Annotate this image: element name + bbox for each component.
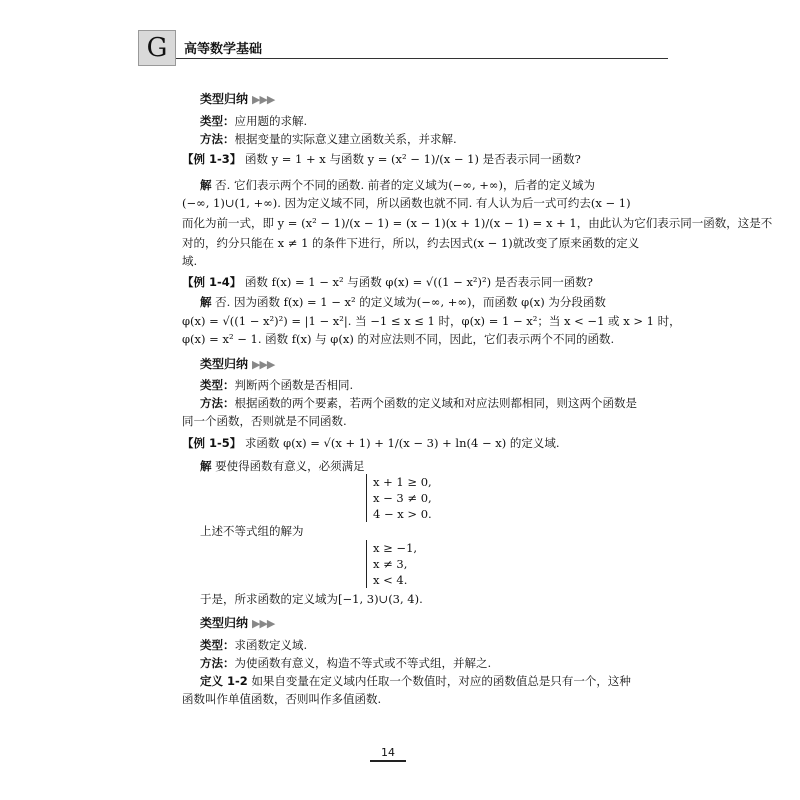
inequality-row: 4 − x > 0. (373, 507, 432, 521)
method-text: 为使函数有意义，构造不等式或不等式组，并解之. (234, 656, 492, 670)
method-label: 方法： (200, 396, 235, 410)
inequality-system (366, 474, 432, 522)
inequality-row: x < 4. (373, 573, 408, 587)
solution-text: 否. 它们表示两个不同的函数. 前者的定义域为(−∞, +∞)，后者的定义域为 (215, 178, 595, 192)
type-summary-heading (200, 614, 274, 631)
example-1-3-solution-line: 对的，约分只能在 x ≠ 1 的条件下进行，所以，约去因式(x − 1)就改变了原来函数的定义 (182, 236, 640, 250)
example-question-text: 函数 f(x) = 1 − x² 与函数 φ(x) = √((1 − x²)²) 是否表示同一函数? (244, 275, 593, 289)
inequality-row: x ≠ 3, (373, 557, 408, 571)
chapter-letter-badge: G (138, 30, 176, 66)
solution-label: 解 (200, 295, 212, 309)
example-1-5-solution-line: 于是，所求函数的定义域为[−1, 3)∪(3, 4). (200, 592, 423, 606)
book-title: 高等数学基础 (184, 42, 263, 57)
type-text: 判断两个函数是否相同. (234, 378, 354, 392)
type-summary-heading (200, 355, 274, 372)
method-label: 方法： (200, 656, 235, 670)
triple-arrow-icon: ▶▶▶ (252, 93, 275, 106)
method-text: 根据变量的实际意义建立函数关系，并求解. (234, 132, 457, 146)
example-1-3-question (182, 150, 622, 168)
type-label: 类型： (200, 378, 235, 392)
header-rule (174, 58, 668, 59)
method-text: 根据函数的两个要素，若两个函数的定义域和对应法则都相同，则这两个函数是 (234, 396, 637, 410)
example-1-5-solution-line: 上述不等式组的解为 (200, 524, 304, 538)
solution-text: 否. 因为函数 f(x) = 1 − x² 的定义域为(−∞, +∞)，而函数 φ(x) 为分段函数 (215, 295, 606, 309)
example-1-4-question (182, 273, 622, 291)
inequality-row: x + 1 ≥ 0, (373, 475, 432, 489)
definition-1-2 (200, 672, 631, 690)
definition-label: 定义 1-2 (200, 674, 248, 688)
solution-label: 解 (200, 178, 212, 192)
example-1-5-solution-line (200, 457, 622, 475)
example-label: 【例 1-4】 (182, 275, 242, 289)
type-line (200, 112, 622, 130)
example-1-4-solution-line (200, 293, 622, 311)
type-label: 类型： (200, 638, 235, 652)
summary-heading-text: 类型归纳 (200, 357, 249, 371)
triple-arrow-icon: ▶▶▶ (252, 617, 275, 630)
example-1-3-solution-line: 而化为前一式，即 y = (x² − 1)/(x − 1) = (x − 1)(x + 1)/(x − 1) = x + 1，由此认为它们表示同一函数，这是不 (182, 216, 773, 230)
method-label: 方法： (200, 132, 235, 146)
inequality-row: x ≥ −1, (373, 541, 418, 555)
type-text: 应用题的求解. (234, 114, 308, 128)
example-question-text: 求函数 φ(x) = √(x + 1) + 1/(x − 3) + ln(4 − x) 的定义域. (244, 436, 560, 450)
example-1-4-solution-line: φ(x) = √((1 − x²)²) = |1 − x²|. 当 −1 ≤ x ≤ 1 时，φ(x) = 1 − x²；当 x < −1 或 x > 1 时， (182, 314, 681, 328)
definition-text: 如果自变量在定义域内任取一个数值时，对应的函数值总是只有一个，这种 (251, 674, 631, 688)
page-number: 14 (370, 746, 406, 762)
method-line (200, 130, 622, 148)
example-1-3-solution-line (200, 176, 622, 194)
type-line (200, 376, 622, 394)
type-label: 类型： (200, 114, 235, 128)
summary-heading-text: 类型归纳 (200, 616, 249, 630)
method-line (200, 394, 637, 412)
method-line (200, 654, 622, 672)
solution-text: 要使得函数有意义，必须满足 (215, 459, 365, 473)
triple-arrow-icon: ▶▶▶ (252, 358, 275, 371)
type-line (200, 636, 622, 654)
type-text: 求函数定义域. (234, 638, 308, 652)
summary-heading-text: 类型归纳 (200, 92, 249, 106)
example-1-3-solution-line: 域. (182, 254, 198, 268)
example-label: 【例 1-5】 (182, 436, 242, 450)
method-line-continued: 同一个函数，否则就是不同函数. (182, 414, 347, 428)
example-label: 【例 1-3】 (182, 152, 242, 166)
inequality-row: x − 3 ≠ 0, (373, 491, 432, 505)
example-1-3-solution-line: (−∞, 1)∪(1, +∞). 因为定义域不同，所以函数也就不同. 有人认为后一式可约去(x − 1) (182, 196, 631, 210)
example-1-5-question (182, 434, 622, 452)
solution-label: 解 (200, 459, 212, 473)
solution-system (366, 540, 417, 588)
example-question-text: 函数 y = 1 + x 与函数 y = (x² − 1)/(x − 1) 是否表示同一函数? (244, 152, 581, 166)
definition-text-continued: 函数叫作单值函数，否则叫作多值函数. (182, 692, 382, 706)
example-1-4-solution-line: φ(x) = x² − 1. 函数 f(x) 与 φ(x) 的对应法则不同，因此，它们表示两个不同的函数. (182, 332, 615, 346)
type-summary-heading (200, 90, 274, 107)
